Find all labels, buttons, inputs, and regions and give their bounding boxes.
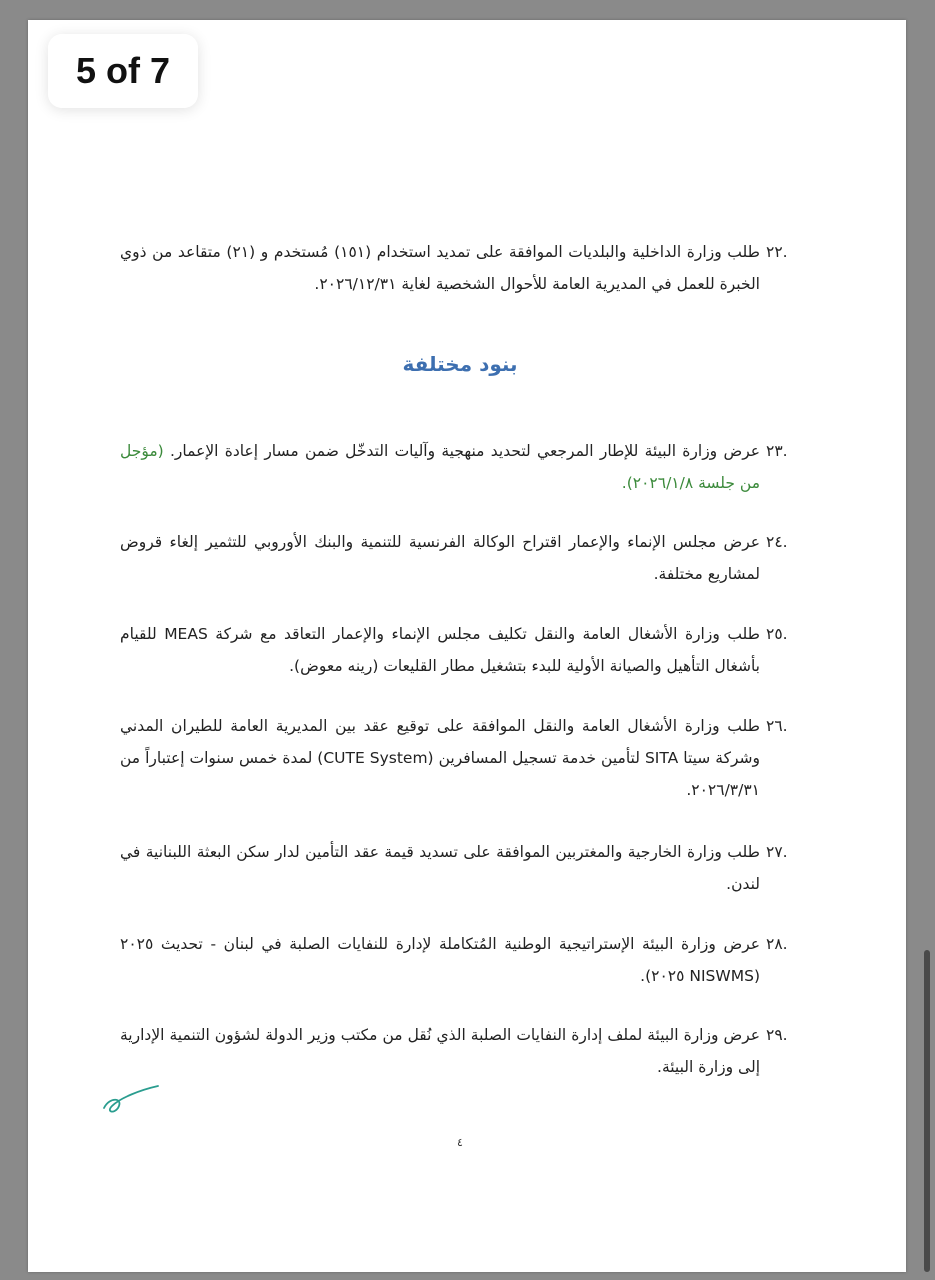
item-text-wrapper [120, 435, 760, 499]
scrollbar-thumb[interactable] [924, 950, 930, 1272]
item-number: .٢٦ [766, 717, 788, 735]
item-text: طلب وزارة الأشغال العامة والنقل تكليف مجلس الإنماء والإعمار التعاقد مع شركة MEAS للقيام بأشغال التأهيل والصيانة الأولية للبدء بتشغيل مطار القليعات (رينه معوض). [120, 625, 761, 675]
item-text: طلب وزارة الداخلية والبلديات الموافقة على تمديد استخدام (١٥١) مُستخدم و (٢١) متقاعد من ذوي الخبرة للعمل في المديرية العامة للأحوال الشخصية لغاية ٢٠٢٦/١٢/٣١. [120, 243, 760, 293]
page-counter [48, 34, 198, 108]
agenda-item-25 [120, 618, 802, 682]
item-text: عرض وزارة البيئة للإطار المرجعي لتحديد منهجية وآليات التدخّل ضمن مسار إعادة الإعمار. [169, 442, 760, 460]
item-text: عرض وزارة البيئة الإستراتيجية الوطنية المُتكاملة لإدارة للنفايات الصلبة في لبنان - تحديث ٢٠٢٥ (NISWMS ٢٠٢٥). [120, 935, 760, 985]
handwritten-signature-icon [100, 1082, 164, 1122]
item-text: عرض وزارة البيئة لملف إدارة النفايات الصلبة الذي نُقل من مكتب وزير الدولة لشؤون التنمية الإدارية إلى وزارة البيئة. [120, 1026, 760, 1076]
page-number: ٤ [457, 1136, 463, 1149]
agenda-item-22 [120, 236, 802, 300]
item-text: طلب وزارة الأشغال العامة والنقل الموافقة على توقيع عقد بين المديرية العامة للطيران المدني وشركة سيتا SITA لتأمين خدمة تسجيل المسافرين (CUTE System) لمدة خمس سنوات إعتباراً من ٢٠٢٦/٣/٣١. [120, 717, 760, 799]
agenda-item-23 [120, 435, 802, 499]
agenda-item-28 [120, 928, 802, 992]
deferred-note: (مؤجل من جلسة ٢٠٢٦/١/٨). [120, 442, 760, 492]
item-number: .٢٩ [766, 1026, 788, 1044]
item-number: .٢٢ [766, 243, 788, 261]
agenda-item-26 [120, 710, 802, 806]
item-number: .٢٣ [766, 442, 788, 460]
item-number: .٢٨ [766, 935, 788, 953]
item-text: عرض مجلس الإنماء والإعمار اقتراح الوكالة الفرنسية للتنمية والبنك الأوروبي للتثمير إلغاء قروض لمشاريع مختلفة. [120, 533, 760, 583]
page-counter-label: 5 of 7 [75, 50, 171, 91]
item-number: .٢٤ [766, 533, 788, 551]
item-text: طلب وزارة الخارجية والمغتربين الموافقة على تسديد قيمة عقد التأمين لدار سكن البعثة اللبنانية في لندن. [120, 843, 760, 893]
agenda-item-24 [120, 526, 802, 590]
agenda-item-27 [120, 836, 802, 900]
item-number: .٢٧ [766, 843, 788, 861]
item-number: .٢٥ [766, 625, 788, 643]
section-title: بنود مختلفة [402, 352, 518, 376]
agenda-item-29 [120, 1019, 802, 1083]
